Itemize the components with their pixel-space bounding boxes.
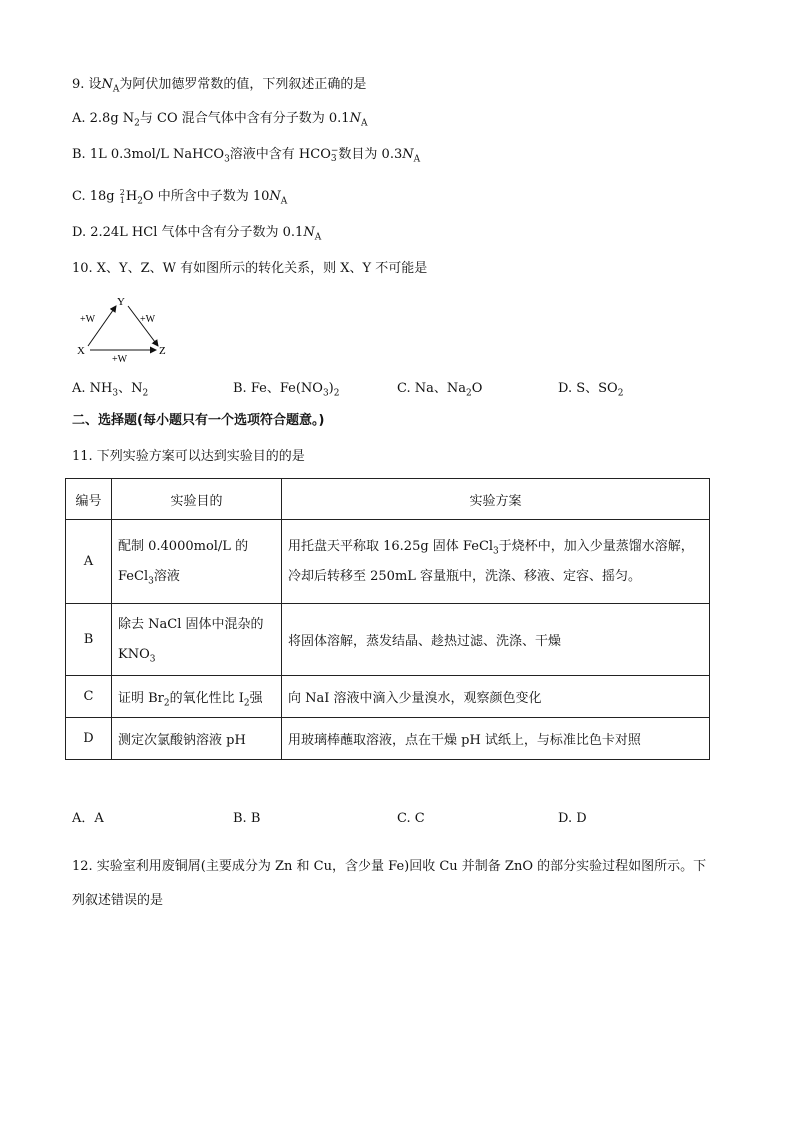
row-purpose: 测定次氯酸钠溶液 pH	[112, 718, 282, 760]
arrow-x-to-y	[88, 306, 116, 346]
q10-stem: 10. X、Y、Z、W 有如图所示的转化关系，则 X、Y 不可能是	[72, 261, 428, 276]
row-purpose: 除去 NaCl 固体中混杂的 $KNO_3$	[112, 604, 282, 676]
row-purpose: 配制 0.4000mol/L 的 FeCl$_3$溶液	[112, 520, 282, 604]
header-purpose: 实验目的	[112, 479, 282, 520]
q9-option-a: A. 2.8g $N_2$与 CO 混合气体中含有分子数为 $0.1N_A$	[72, 111, 368, 129]
q11-answer-d: D. D	[558, 811, 587, 826]
row-code: C	[66, 676, 112, 718]
q9-option-d: D. 2.24L HCl 气体中含有分子数为 $0.1N_A$	[72, 225, 322, 243]
q11-answer-c: C. C	[397, 811, 425, 826]
row-code: D	[66, 718, 112, 760]
section-title: 二、选择题(每小题只有一个选项符合题意。)	[72, 413, 325, 428]
row-purpose: 证明 $Br_2$的氧化性比 $I_2$强	[112, 676, 282, 718]
table-row	[66, 520, 710, 604]
experiment-table	[65, 478, 710, 760]
q10-conversion-diagram	[74, 294, 174, 366]
arrow-y-to-z	[128, 306, 158, 346]
table-row	[66, 676, 710, 718]
q11-stem: 11. 下列实验方案可以达到实验目的的是	[72, 449, 305, 464]
row-plan: 将固体溶解，蒸发结晶、趁热过滤、洗涤、干燥	[282, 604, 710, 676]
q11-answer-a: A．A	[72, 811, 104, 826]
table-row	[66, 718, 710, 760]
q11-answer-b: B. B	[233, 811, 261, 826]
q9-stem: 9. 设$N_A$为阿伏加德罗常数的值，下列叙述正确的是	[72, 77, 367, 95]
q10-option-b: B. Fe、$Fe(NO_3)_2$	[233, 381, 340, 399]
header-code: 编号	[66, 479, 112, 520]
row-plan: 用玻璃棒蘸取溶液，点在干燥 pH 试纸上，与标准比色卡对照	[282, 718, 710, 760]
node-z: Z	[159, 345, 166, 357]
row-plan: 向 NaI 溶液中滴入少量溴水，观察颜色变化	[282, 676, 710, 718]
label-w-left: +W	[80, 314, 96, 325]
q9-option-b: B. 1L 0.3mol/L NaHCO$_3$溶液中含有 HCO − 3 数目为 $0.3N_A$	[72, 145, 421, 165]
table-row	[66, 604, 710, 676]
q10-option-c: C. Na、$Na_2O$	[397, 381, 483, 399]
label-w-bottom: +W	[112, 354, 128, 365]
q12-stem-line2: 列叙述错误的是	[72, 893, 164, 908]
row-code: A	[66, 520, 112, 604]
row-plan: 用托盘天平称取 16.25g 固体 FeCl$_3$于烧杯中，加入少量蒸馏水溶解， 冷却后转移至 250mL 容量瓶中，洗涤、移液、定容、摇匀。	[282, 520, 710, 604]
q12-stem-line1: 12. 实验室利用废铜屑(主要成分为 Zn 和 Cu，含少量 Fe)回收 Cu 并制备 ZnO 的部分实验过程如图所示。下	[72, 859, 707, 874]
row-code: B	[66, 604, 112, 676]
table-header-row	[66, 479, 710, 520]
node-y: Y	[117, 296, 125, 308]
header-plan: 实验方案	[282, 479, 710, 520]
q9-option-c: C. 18g 2 1 $H_2O$ 中所含中子数为 $10N_A$	[72, 187, 288, 207]
q10-option-a: A. $NH_3$、$N_2$	[72, 381, 149, 399]
label-w-right: +W	[140, 314, 156, 325]
node-x: X	[77, 345, 85, 357]
q10-option-d: D. S、$SO_2$	[558, 381, 624, 399]
